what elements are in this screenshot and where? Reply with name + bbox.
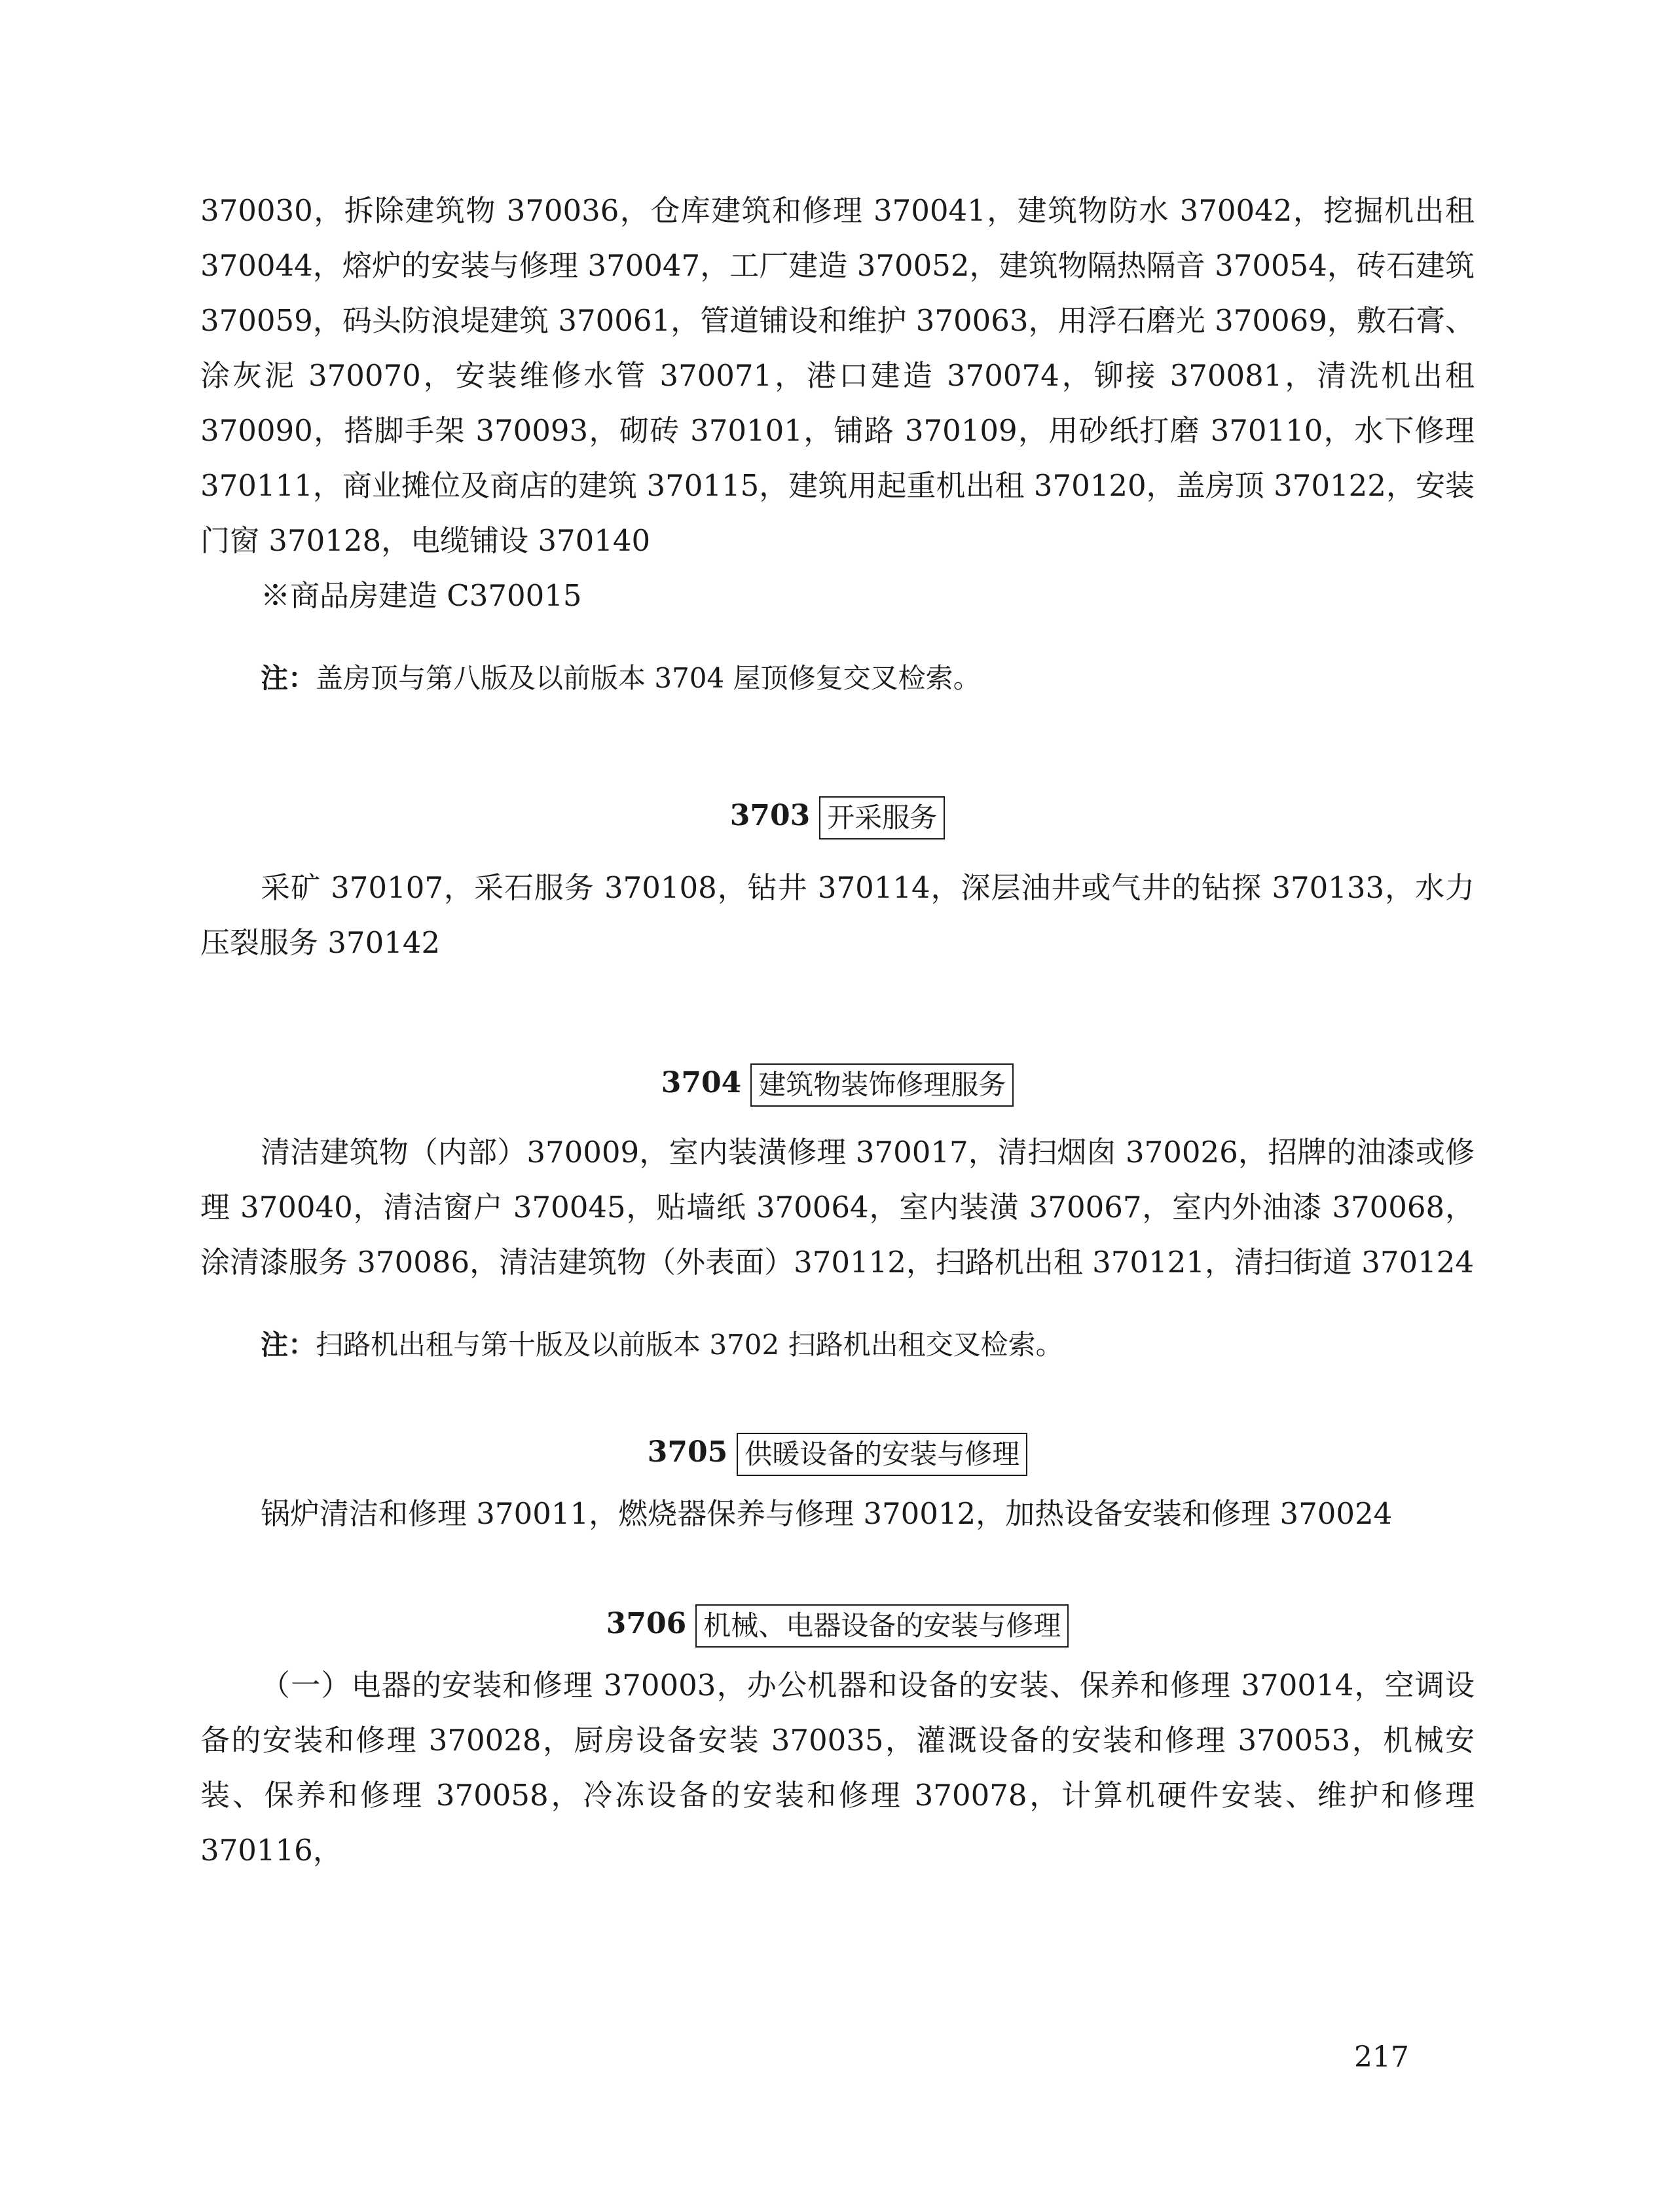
section-heading-3705 — [200, 1425, 1475, 1480]
section-title: 开采服务 — [819, 796, 945, 839]
page-number: 217 — [1354, 2040, 1409, 2074]
intro-paragraph: 370030，拆除建筑物 370036，仓库建筑和修理 370041，建筑物防水 370042，挖掘机出租 370044，熔炉的安装与修理 370047，工厂建造 370052，建筑物隔热隔音 370054，砖石建筑 370059，码头防浪堤建筑 370061，管道铺设和维护 370063，用浮石磨光 370069，敷石膏、涂灰泥 370070，安装维修水管 370071，港口建造 370074，铆接 370081，清洗机出租 370090，搭脚手架 370093，砌砖 370101，铺路 370109，用砂纸打磨 370110，水下修理 370111，商业摊位及商店的建筑 370115，建筑用起重机出租 370120，盖房顶 370122，安装门窗 370128，电缆铺设 370140 — [200, 193, 1475, 558]
section-code: 3705 — [647, 1435, 728, 1469]
section-body-3705: 锅炉清洁和修理 370011，燃烧器保养与修理 370012，加热设备安装和修理 370024 — [261, 1496, 1393, 1531]
star-item: ※商品房建造 C370015 — [261, 578, 582, 613]
note-1 — [200, 651, 1475, 706]
note-1-label: 注： — [261, 662, 316, 694]
section-body-3706: （一）电器的安装和修理 370003，办公机器和设备的安装、保养和修理 370014，空调设备的安装和修理 370028，厨房设备安装 370035，灌溉设备的安装和修理 370053，机械安装、保养和修理 370058，冷冻设备的安装和修理 370078，计算机硬件安装、维护和修理 370116， — [200, 1668, 1475, 1868]
section-title: 机械、电器设备的安装与修理 — [695, 1604, 1069, 1648]
note-1-text: 盖房顶与第八版及以前版本 3704 屋顶修复交叉检索。 — [316, 662, 981, 694]
page-content — [200, 183, 1475, 1878]
section-title: 建筑物装饰修理服务 — [750, 1063, 1014, 1107]
section-heading-3703 — [200, 788, 1475, 843]
section-code: 3706 — [606, 1607, 687, 1640]
note-2 — [200, 1318, 1475, 1373]
note-2-label: 注： — [261, 1329, 316, 1361]
section-body-3703: 采矿 370107，采石服务 370108，钻井 370114，深层油井或气井的钻探 370133，水力压裂服务 370142 — [200, 870, 1475, 960]
section-code: 3704 — [661, 1066, 742, 1099]
section-code: 3703 — [729, 799, 811, 832]
section-body-3704: 清洁建筑物（内部）370009，室内装潢修理 370017，清扫烟囱 370026，招牌的油漆或修理 370040，清洁窗户 370045，贴墙纸 370064，室内装潢 370067，室内外油漆 370068，涂清漆服务 370086，清洁建筑物（外表面）370112，扫路机出租 370121，清扫街道 370124 — [200, 1135, 1475, 1280]
section-title: 供暖设备的安装与修理 — [737, 1433, 1027, 1476]
section-heading-3706 — [200, 1596, 1475, 1651]
note-2-text: 扫路机出租与第十版及以前版本 3702 扫路机出租交叉检索。 — [316, 1329, 1063, 1361]
section-heading-3704 — [200, 1056, 1475, 1111]
